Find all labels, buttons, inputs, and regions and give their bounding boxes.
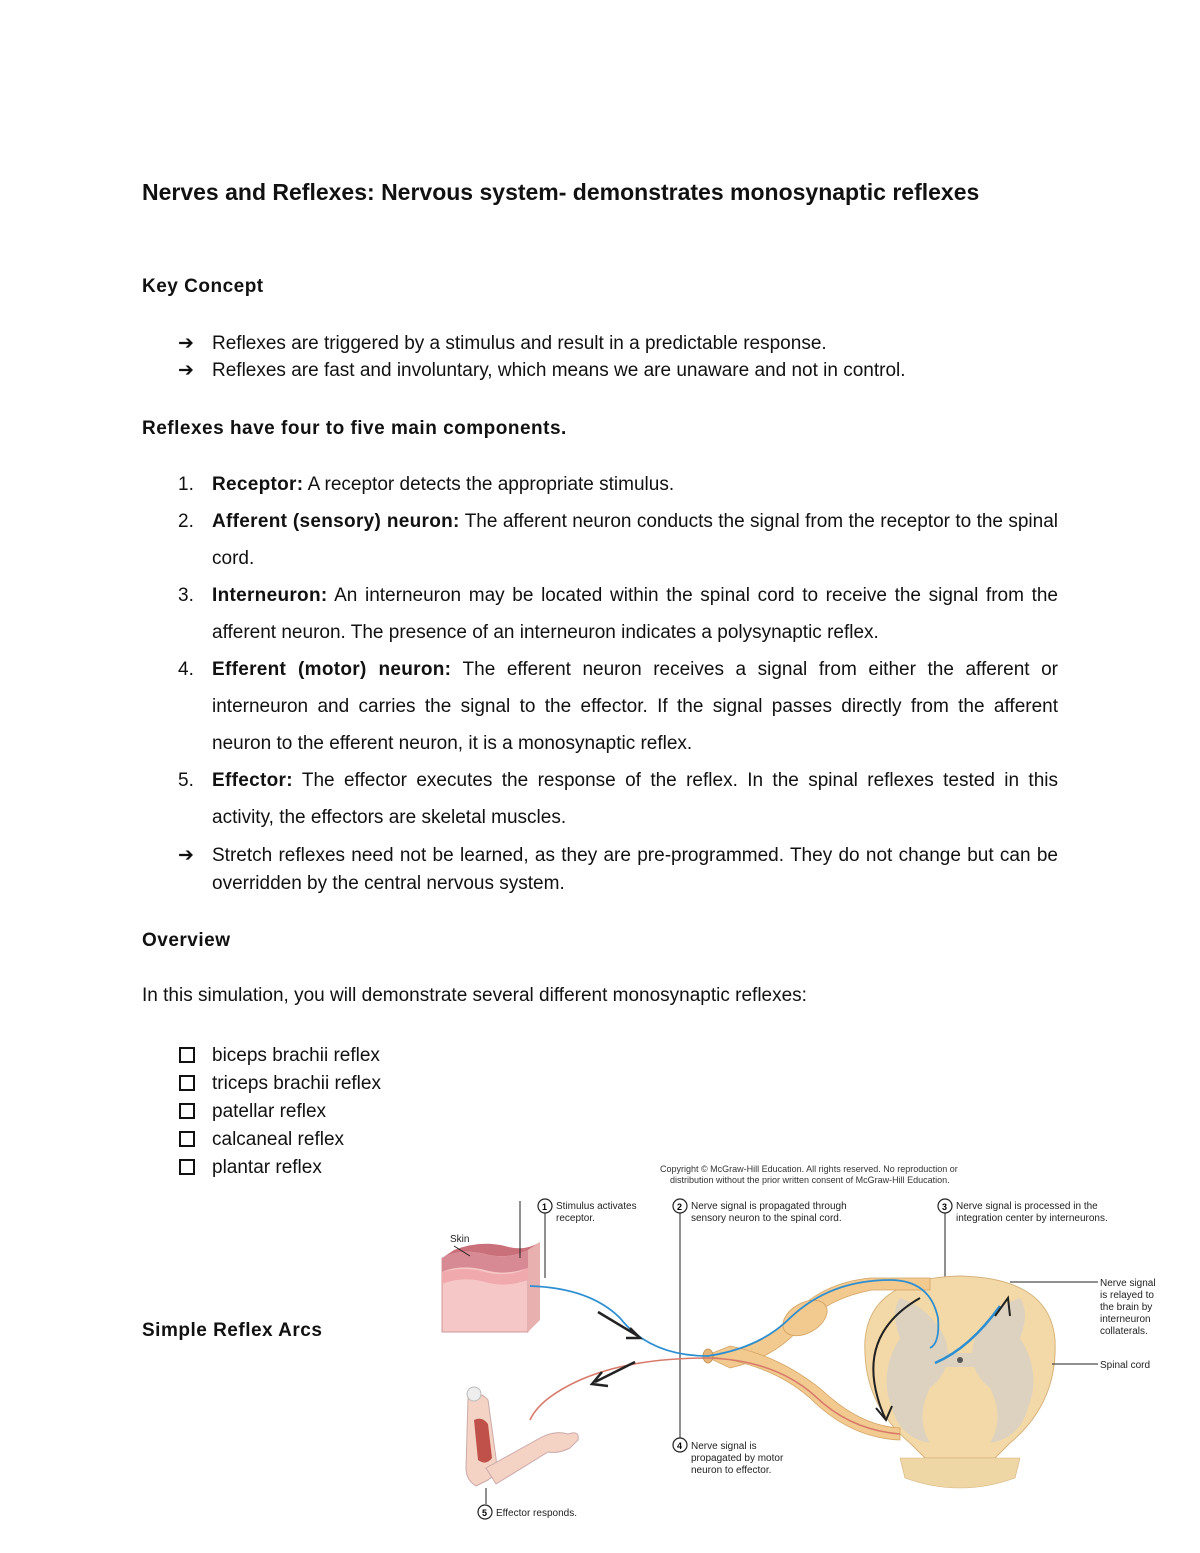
arrow-bullet-icon: ➔ bbox=[178, 360, 194, 381]
list-item: 3. Interneuron: An interneuron may be located within the spinal cord to receive the signal from the afferent neuron. The presence of an interneuron indicates a polysynaptic reflex. bbox=[178, 585, 1058, 643]
figure-copyright-line1: Copyright © McGraw-Hill Education. All rights reserved. No reproduction or bbox=[660, 1164, 958, 1174]
checkbox-icon[interactable] bbox=[179, 1047, 195, 1063]
skin-block bbox=[442, 1242, 540, 1332]
svg-text:propagated by motor: propagated by motor bbox=[691, 1453, 784, 1464]
list-item: ➔ Stretch reflexes need not be learned, as they are pre-programmed. They do not change but can be overridden by the central nervous system. bbox=[178, 842, 1058, 898]
list-item: 4. Efferent (motor) neuron: The efferent neuron receives a signal from either the afferent or interneuron and carries the signal to the effector. If the signal passes directly from the afferent neuron to the efferent neuron, it is a monosynaptic reflex. bbox=[178, 659, 1058, 754]
overview-heading: Overview bbox=[142, 930, 231, 951]
svg-text:interneuron: interneuron bbox=[1100, 1314, 1151, 1325]
svg-text:receptor.: receptor. bbox=[556, 1213, 595, 1224]
svg-text:Nerve signal: Nerve signal bbox=[1100, 1278, 1156, 1289]
list-item: ➔ Reflexes are fast and involuntary, which means we are unaware and not in control. bbox=[178, 357, 1058, 384]
checklist-item[interactable]: triceps brachii reflex bbox=[178, 1070, 381, 1098]
reflex-checklist bbox=[178, 1042, 381, 1182]
svg-text:4: 4 bbox=[677, 1441, 683, 1451]
svg-text:neuron to effector.: neuron to effector. bbox=[691, 1465, 772, 1476]
svg-text:collaterals.: collaterals. bbox=[1100, 1326, 1148, 1337]
list-item: 2. Afferent (sensory) neuron: The afferent neuron conducts the signal from the receptor to the spinal cord. bbox=[178, 511, 1059, 569]
checklist-item[interactable]: plantar reflex bbox=[178, 1154, 381, 1182]
svg-text:5: 5 bbox=[482, 1508, 488, 1518]
spinal-cord-section bbox=[865, 1276, 1055, 1488]
checklist-item[interactable]: patellar reflex bbox=[178, 1098, 381, 1126]
components-heading: Reflexes have four to five main components. bbox=[142, 418, 567, 439]
key-concept-heading: Key Concept bbox=[142, 276, 264, 297]
checklist-item[interactable]: calcaneal reflex bbox=[178, 1126, 381, 1154]
checkbox-icon[interactable] bbox=[179, 1103, 195, 1119]
svg-text:Nerve signal is processed in t: Nerve signal is processed in the bbox=[956, 1201, 1098, 1212]
overview-intro: In this simulation, you will demonstrate several different monosynaptic reflexes: bbox=[142, 985, 807, 1006]
checkbox-icon[interactable] bbox=[179, 1131, 195, 1147]
list-item: 5. Effector: The effector executes the response of the reflex. In the spinal reflexes tested in this activity, the effectors are skeletal muscles. bbox=[178, 770, 1058, 828]
svg-text:3: 3 bbox=[942, 1202, 948, 1212]
arrow-bullet-icon: ➔ bbox=[178, 333, 194, 354]
svg-text:Stimulus activates: Stimulus activates bbox=[556, 1201, 637, 1212]
svg-text:sensory neuron to the spinal c: sensory neuron to the spinal cord. bbox=[691, 1213, 842, 1224]
figure-copyright-line2: distribution without the prior written consent of McGraw-Hill Education. bbox=[670, 1175, 950, 1185]
checklist-item[interactable]: biceps brachii reflex bbox=[178, 1042, 381, 1070]
list-item: 1. Receptor: A receptor detects the appropriate stimulus. bbox=[178, 474, 675, 495]
arrow-bullet-icon: ➔ bbox=[178, 845, 194, 866]
skin-label: Skin bbox=[450, 1234, 470, 1245]
reflex-arc-figure bbox=[430, 1158, 1170, 1528]
svg-text:integration center by interneu: integration center by interneurons. bbox=[956, 1213, 1108, 1224]
svg-text:2: 2 bbox=[677, 1202, 683, 1212]
arm-effector bbox=[466, 1387, 578, 1486]
simple-reflex-arcs-label: Simple Reflex Arcs bbox=[142, 1320, 323, 1341]
checkbox-icon[interactable] bbox=[179, 1159, 195, 1175]
svg-text:Effector responds.: Effector responds. bbox=[496, 1508, 577, 1519]
svg-text:the brain by: the brain by bbox=[1100, 1302, 1153, 1313]
spinal-cord-label: Spinal cord bbox=[1100, 1360, 1151, 1371]
stretch-reflex-note bbox=[178, 842, 1058, 898]
svg-text:1: 1 bbox=[542, 1202, 548, 1212]
components-list bbox=[178, 466, 1058, 836]
checkbox-icon[interactable] bbox=[179, 1075, 195, 1091]
svg-text:is relayed to: is relayed to bbox=[1100, 1290, 1154, 1301]
svg-text:Nerve signal is propagated thr: Nerve signal is propagated through bbox=[691, 1201, 847, 1212]
list-item: ➔ Reflexes are triggered by a stimulus and result in a predictable response. bbox=[178, 330, 1058, 357]
key-concept-list bbox=[178, 330, 1058, 384]
svg-text:Nerve signal is: Nerve signal is bbox=[691, 1441, 757, 1452]
page-title: Nerves and Reflexes: Nervous system- demonstrates monosynaptic reflexes bbox=[142, 179, 980, 205]
